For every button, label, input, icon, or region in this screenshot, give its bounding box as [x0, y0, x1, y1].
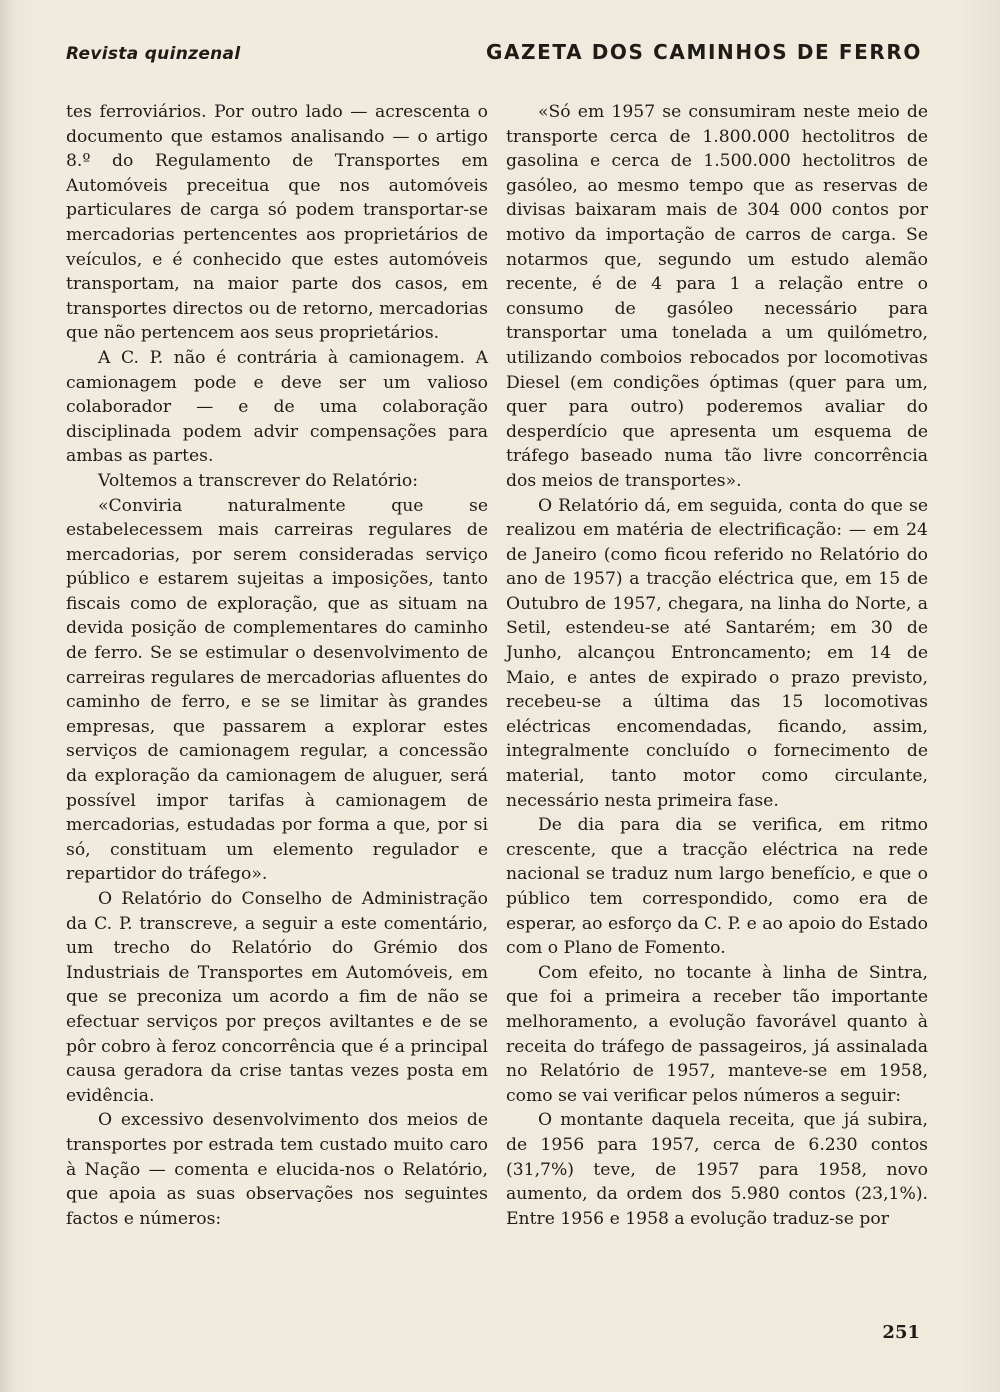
- page-number: 251: [882, 1322, 920, 1343]
- running-header: [66, 40, 922, 70]
- left-column: [66, 100, 488, 1231]
- paragraph: O Relatório do Conselho de Administração da C. P. transcreve, a seguir a este comentário, um trecho do Relatório do Grémio dos Industriais de Transportes em Automóveis, em que se preconiza um acordo a fim de não se efectuar serviços por preços aviltantes e de se pôr cobro à feroz concorrência que é a principal causa geradora da crise tantas vezes posta em evidência.: [66, 889, 488, 1106]
- paragraph: tes ferroviários. Por outro lado — acrescenta o documento que estamos analisando — o artigo 8.º do Regulamento de Transportes em Automóveis preceitua que nos automóveis particulares de carga só podem transportar-se mercadorias pertencentes aos proprietários de veículos, e é conhecido que estes automóveis transportam, na maior parte dos casos, em transportes directos ou de retorno, mercadorias que não pertencem aos seus proprietários.: [66, 102, 488, 344]
- header-right: GAZETA DOS CAMINHOS DE FERRO: [485, 40, 922, 64]
- paragraph: «Conviria naturalmente que se estabelecessem mais carreiras regulares de mercadorias, por serem consideradas serviço público e estarem sujeitas a imposições, tanto fiscais como de exploração, que as situam na devida posição de complementares do caminho de ferro. Se se estimular o desenvolvimento de carreiras regulares de mercadorias afluentes do caminho de ferro, e se se limitar às grandes empresas, que passarem a explorar estes serviços de camionagem regular, a concessão da exploração da camionagem de aluguer, será possível impor tarifas à camionagem de mercadorias, estudadas por forma a que, por si só, constituam um elemento regulador e repartidor do tráfego».: [66, 495, 488, 885]
- paragraph: Com efeito, no tocante à linha de Sintra, que foi a primeira a receber tão importante melhoramento, a evolução favorável quanto à receita do tráfego de passageiros, já assinalada no Relatório de 1957, manteve-se em 1958, como se vai verificar pelos números a seguir:: [506, 962, 928, 1106]
- paragraph: De dia para dia se verifica, em ritmo crescente, que a tracção eléctrica na rede nacional se traduz num largo benefício, e que o público tem correspondido, como era de esperar, ao esforço da C. P. e ao apoio do Estado com o Plano de Fomento.: [506, 815, 928, 959]
- paragraph: O montante daquela receita, que já subira, de 1956 para 1957, cerca de 6.230 contos (31,7%) teve, de 1957 para 1958, novo aumento, da ordem dos 5.980 contos (23,1%). Entre 1956 e 1958 a evolução traduz-se por: [506, 1110, 928, 1229]
- paragraph: Voltemos a transcrever do Relatório:: [98, 470, 419, 491]
- header-left: Revista quinzenal: [66, 44, 241, 64]
- right-column: [506, 100, 928, 1231]
- paragraph: O excessivo desenvolvimento dos meios de transportes por estrada tem custado muito caro à Nação — comenta e elucida-nos o Relatório, que apoia as suas observações nos seguintes factos e números:: [66, 1110, 488, 1229]
- paragraph: «Só em 1957 se consumiram neste meio de transporte cerca de 1.800.000 hectolitros de gasolina e cerca de 1.500.000 hectolitros de gasóleo, ao mesmo tempo que as reservas de divisas baixaram mais de 304 000 contos por motivo da importação de carros de carga. Se notarmos que, segundo um estudo alemão recente, é de 4 para 1 a relação entre o consumo de gasóleo necessário para transportar uma tonelada a um quilómetro, utilizando comboios rebocados por locomotivas Diesel (em condições óptimas (quer para um, quer para outro) poderemos avaliar do desperdício que apresenta um esquema de tráfego baseado numa tão livre concorrência dos meios de transportes».: [506, 102, 928, 491]
- paragraph: O Relatório dá, em seguida, conta do que se realizou em matéria de electrificação: — em 24 de Janeiro (como ficou referido no Relatório do ano de 1957) a tracção eléctrica que, em 15 de Outubro de 1957, chegara, na linha do Norte, a Setil, estendeu-se até Santarém; em 30 de Junho, alcançou Entroncamento; em 14 de Maio, e antes de expirado o prazo previsto, recebeu-se a última das 15 locomotivas eléctricas encomendadas, ficando, assim, integralmente concluído o fornecimento de material, tanto motor como circulante, necessário nesta primeira fase.: [506, 495, 928, 811]
- paragraph: A C. P. não é contrária à camionagem. A camionagem pode e deve ser um valioso colaborador — e de uma colaboração disciplinada podem advir compensações para ambas as partes.: [66, 347, 488, 467]
